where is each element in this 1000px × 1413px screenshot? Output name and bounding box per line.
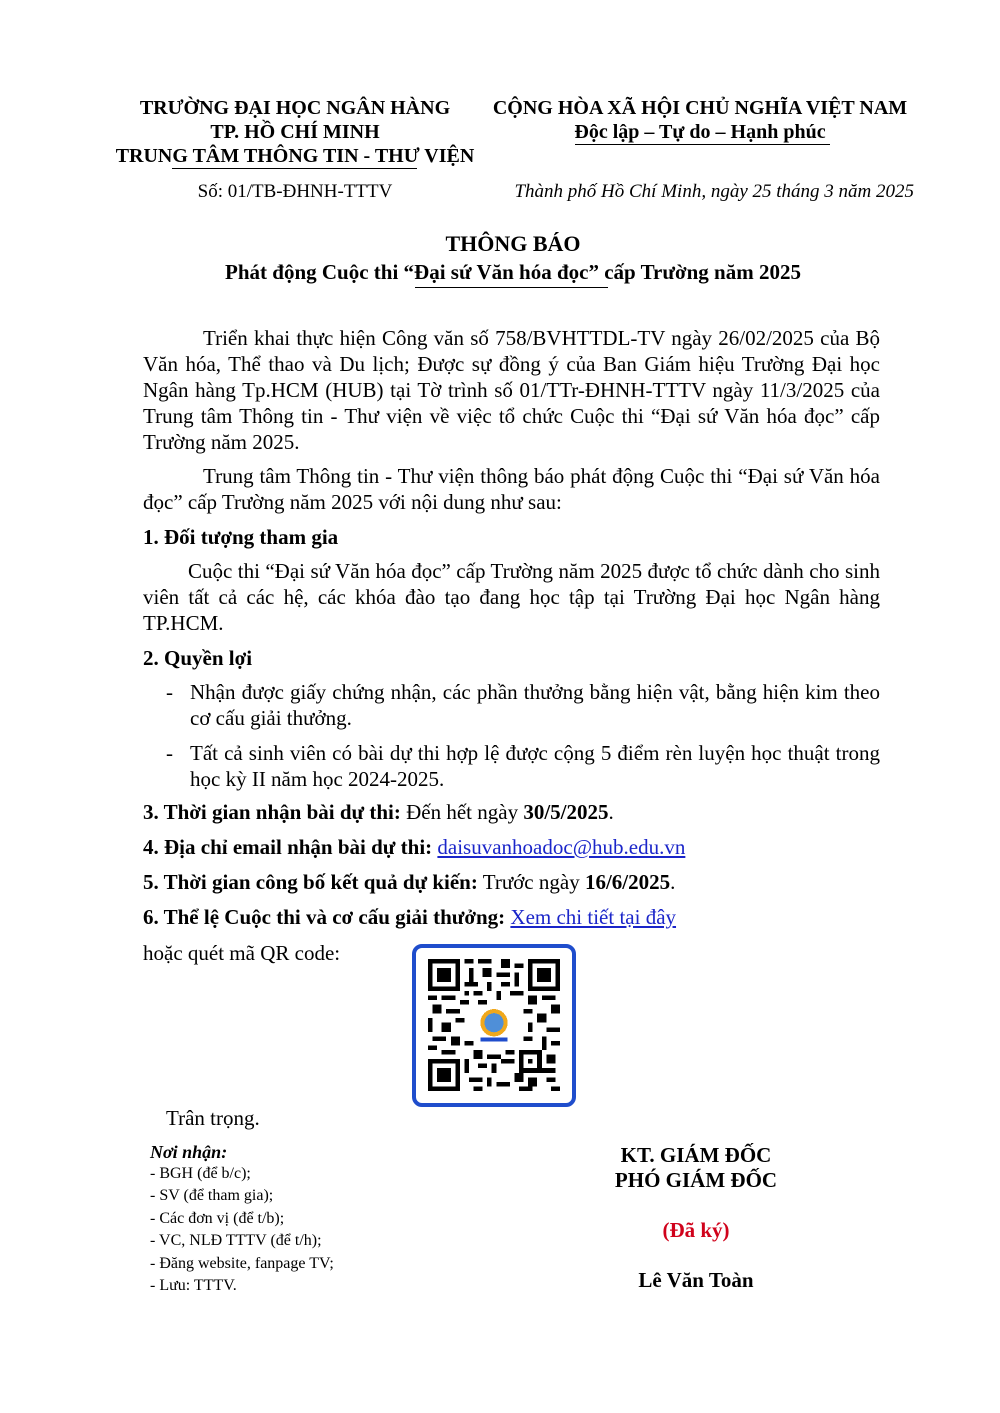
details-link[interactable]: Xem chi tiết tại đây <box>510 905 677 929</box>
signature-title-2: PHÓ GIÁM ĐỐC <box>614 1168 778 1192</box>
recipients-list <box>150 1163 334 1297</box>
email-link[interactable]: daisuvanhoadoc@hub.edu.vn <box>437 835 686 859</box>
recipients-heading: Nơi nhận: <box>150 1142 228 1162</box>
section-1-heading: 1. Đối tượng tham gia <box>143 525 339 549</box>
benefit-item-1: Nhận được giấy chứng nhận, các phần thưởng bằng hiện vật, bằng hiện kim theo cơ cấu giải thưởng. <box>190 680 880 730</box>
qr-prompt: hoặc quét mã QR code: <box>143 941 341 965</box>
section-3-text: Đến hết ngày <box>400 800 524 824</box>
nation-motto: Độc lập – Tự do – Hạnh phúc <box>574 121 826 143</box>
recipient-item: - Các đơn vị (để t/b); <box>150 1209 285 1227</box>
qr-code-frame[interactable] <box>412 944 576 1107</box>
org-underline <box>172 168 417 169</box>
section-6 <box>143 904 676 930</box>
recipient-item: - VC, NLĐ TTTV (để t/h); <box>150 1232 322 1250</box>
recipient-item: - Lưu: TTTV. <box>150 1277 237 1295</box>
period: . <box>670 870 676 894</box>
section-5-label: 5. Thời gian công bố kết quả dự kiến: <box>143 870 478 894</box>
signed-status: (Đã ký) <box>662 1218 730 1242</box>
nation-title: CỘNG HÒA XÃ HỘI CHỦ NGHĨA VIỆT NAM <box>492 97 908 119</box>
document-number: Số: 01/TB-ĐHNH-TTTV <box>197 181 393 202</box>
section-4-label: 4. Địa chỉ email nhận bài dự thi: <box>143 835 433 859</box>
section-5-text: Trước ngày <box>477 870 585 894</box>
page-subtitle: Phát động Cuộc thi “Đại sứ Văn hóa đọc” cấp Trường năm 2025 <box>225 260 801 284</box>
section-1-text: Cuộc thi “Đại sứ Văn hóa đọc” cấp Trường năm 2025 được tổ chức dành cho sinh viên tất cả các hệ, các khóa đào tạo đang học tập tại Trường Đại học Ngân hàng TP.HCM. <box>143 559 880 635</box>
subtitle-underline <box>415 287 608 288</box>
bullet-mark: - <box>166 741 173 765</box>
intro-paragraph-2: Trung tâm Thông tin - Thư viện thông báo phát động Cuộc thi “Đại sứ Văn hóa đọc” cấp Trường năm 2025 với nội dung như sau: <box>143 464 880 514</box>
recipient-item: - Đăng website, fanpage TV; <box>150 1254 334 1272</box>
section-5 <box>143 869 675 895</box>
recipient-item: - BGH (để b/c); <box>150 1165 251 1182</box>
signer-name: Lê Văn Toàn <box>638 1268 754 1292</box>
section-2-heading: 2. Quyền lợi <box>143 646 253 670</box>
place-date: Thành phố Hồ Chí Minh, ngày 25 tháng 3 năm 2025 <box>514 181 914 202</box>
org-name-line3: TRUNG TÂM THÔNG TIN - THƯ VIỆN <box>115 145 475 167</box>
motto-underline <box>575 144 830 145</box>
signature-title-1: KT. GIÁM ĐỐC <box>620 1143 772 1167</box>
page-title: THÔNG BÁO <box>445 231 581 256</box>
result-date: 16/6/2025 <box>584 870 671 894</box>
period: . <box>608 800 614 824</box>
recipient-item: - SV (để tham gia); <box>150 1187 274 1205</box>
org-name-line2: TP. HỒ CHÍ MINH <box>210 121 380 143</box>
section-3-label: 3. Thời gian nhận bài dự thi: <box>143 800 401 824</box>
section-4 <box>143 834 685 860</box>
bullet-mark: - <box>166 680 173 704</box>
section-3 <box>143 799 614 825</box>
closing: Trân trọng. <box>166 1106 260 1130</box>
qr-code-icon <box>428 958 560 1092</box>
intro-paragraph-1: Triển khai thực hiện Công văn số 758/BVHTTDL-TV ngày 26/02/2025 của Bộ Văn hóa, Thể thao và Du lịch; Được sự đồng ý của Ban Giám hiệu Trường Đại học Ngân hàng Tp.HCM (HUB) tại Tờ trình số 01/TTr-ĐHNH-TTTV ngày 11/3/2025 của Trung tâm Thông tin - Thư viện về việc tổ chức Cuộc thi “Đại sứ Văn hóa đọc” cấp Trường năm 2025. <box>143 326 880 454</box>
submission-deadline: 30/5/2025 <box>523 800 609 824</box>
org-name-line1: TRƯỜNG ĐẠI HỌC NGÂN HÀNG <box>139 97 451 119</box>
benefit-item-2: Tất cả sinh viên có bài dự thi hợp lệ được cộng 5 điểm rèn luyện học thuật trong học kỳ II năm học 2024-2025. <box>190 741 880 791</box>
section-6-label: 6. Thể lệ Cuộc thi và cơ cấu giải thưởng: <box>143 905 506 929</box>
